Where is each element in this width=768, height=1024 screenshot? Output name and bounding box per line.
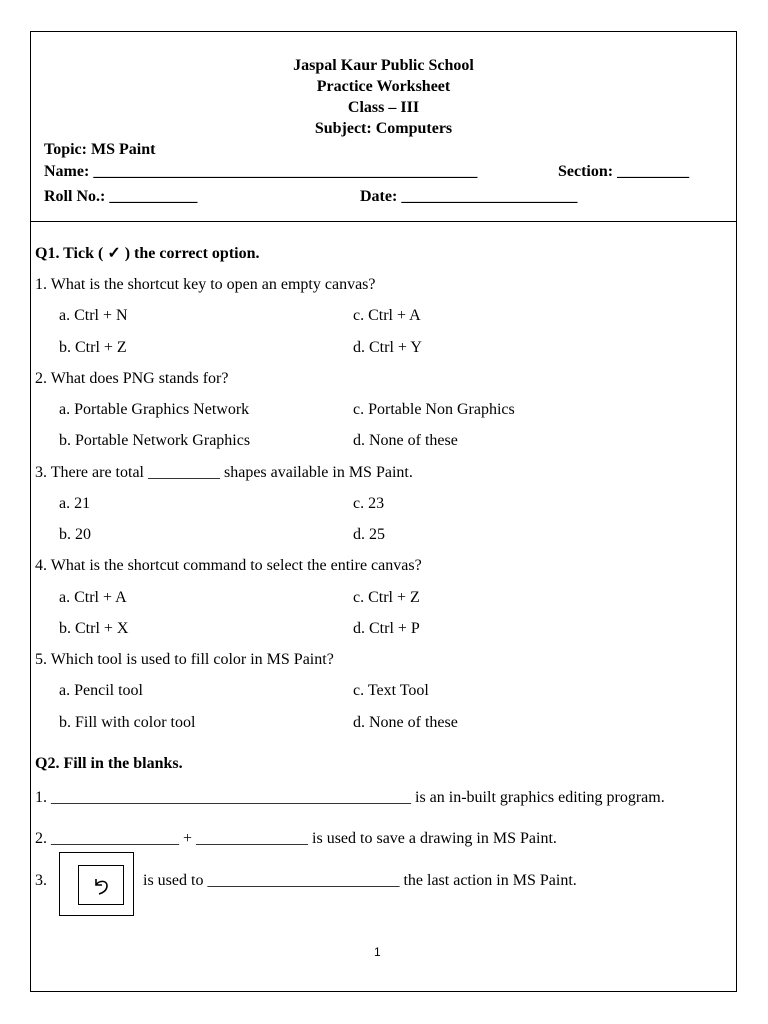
class-label: Class – III bbox=[347, 99, 420, 116]
q2-item-1: 1. _____________________________________________ is an in-built graphics editing program. bbox=[35, 789, 665, 806]
q1-2-option-a: a. Portable Graphics Network bbox=[59, 401, 250, 418]
header-divider bbox=[31, 221, 736, 222]
date-field: Date: ______________________ bbox=[360, 188, 578, 205]
q1-1-option-d: d. Ctrl + Y bbox=[353, 339, 422, 356]
undo-icon bbox=[78, 865, 124, 905]
q1-3-option-a: a. 21 bbox=[59, 495, 91, 512]
q2-title: Q2. Fill in the blanks. bbox=[35, 755, 183, 772]
topic-label: Topic: MS Paint bbox=[44, 141, 156, 158]
q1-3-option-c: c. 23 bbox=[353, 495, 385, 512]
name-field: Name: ________________________________________________ bbox=[44, 163, 478, 180]
worksheet-title: Practice Worksheet bbox=[316, 78, 451, 95]
section-field: Section: _________ bbox=[558, 163, 690, 180]
q1-2-option-c: c. Portable Non Graphics bbox=[353, 401, 515, 418]
q1-question-1: 1. What is the shortcut key to open an empty canvas? bbox=[35, 276, 376, 293]
q2-item-3-text: is used to ________________________ the last action in MS Paint. bbox=[143, 872, 577, 889]
q1-4-option-b: b. Ctrl + X bbox=[59, 620, 129, 637]
q2-item-3-number: 3. bbox=[35, 872, 47, 889]
q1-1-option-b: b. Ctrl + Z bbox=[59, 339, 127, 356]
q1-1-option-a: a. Ctrl + N bbox=[59, 307, 128, 324]
q1-5-option-c: c. Text Tool bbox=[353, 682, 429, 699]
q1-1-option-c: c. Ctrl + A bbox=[353, 307, 421, 324]
q1-question-4: 4. What is the shortcut command to select the entire canvas? bbox=[35, 557, 422, 574]
subject-label: Subject: Computers bbox=[314, 120, 453, 137]
q1-question-2: 2. What does PNG stands for? bbox=[35, 370, 229, 387]
q1-4-option-c: c. Ctrl + Z bbox=[353, 589, 420, 606]
q1-title: Q1. Tick ( ✓ ) the correct option. bbox=[35, 245, 260, 262]
q1-2-option-d: d. None of these bbox=[353, 432, 458, 449]
q1-3-option-d: d. 25 bbox=[353, 526, 385, 543]
roll-field: Roll No.: ___________ bbox=[44, 188, 198, 205]
q1-4-option-a: a. Ctrl + A bbox=[59, 589, 127, 606]
q1-4-option-d: d. Ctrl + P bbox=[353, 620, 420, 637]
q2-item-2: 2. ________________ + ______________ is used to save a drawing in MS Paint. bbox=[35, 830, 557, 847]
q1-question-5: 5. Which tool is used to fill color in MS Paint? bbox=[35, 651, 334, 668]
worksheet-page bbox=[30, 31, 737, 992]
q1-question-3: 3. There are total _________ shapes available in MS Paint. bbox=[35, 464, 413, 481]
q1-5-option-d: d. None of these bbox=[353, 714, 458, 731]
page-number: 1 bbox=[374, 945, 381, 959]
school-name: Jaspal Kaur Public School bbox=[293, 57, 474, 74]
q1-5-option-a: a. Pencil tool bbox=[59, 682, 143, 699]
q1-5-option-b: b. Fill with color tool bbox=[59, 714, 196, 731]
q1-2-option-b: b. Portable Network Graphics bbox=[59, 432, 251, 449]
q1-3-option-b: b. 20 bbox=[59, 526, 91, 543]
